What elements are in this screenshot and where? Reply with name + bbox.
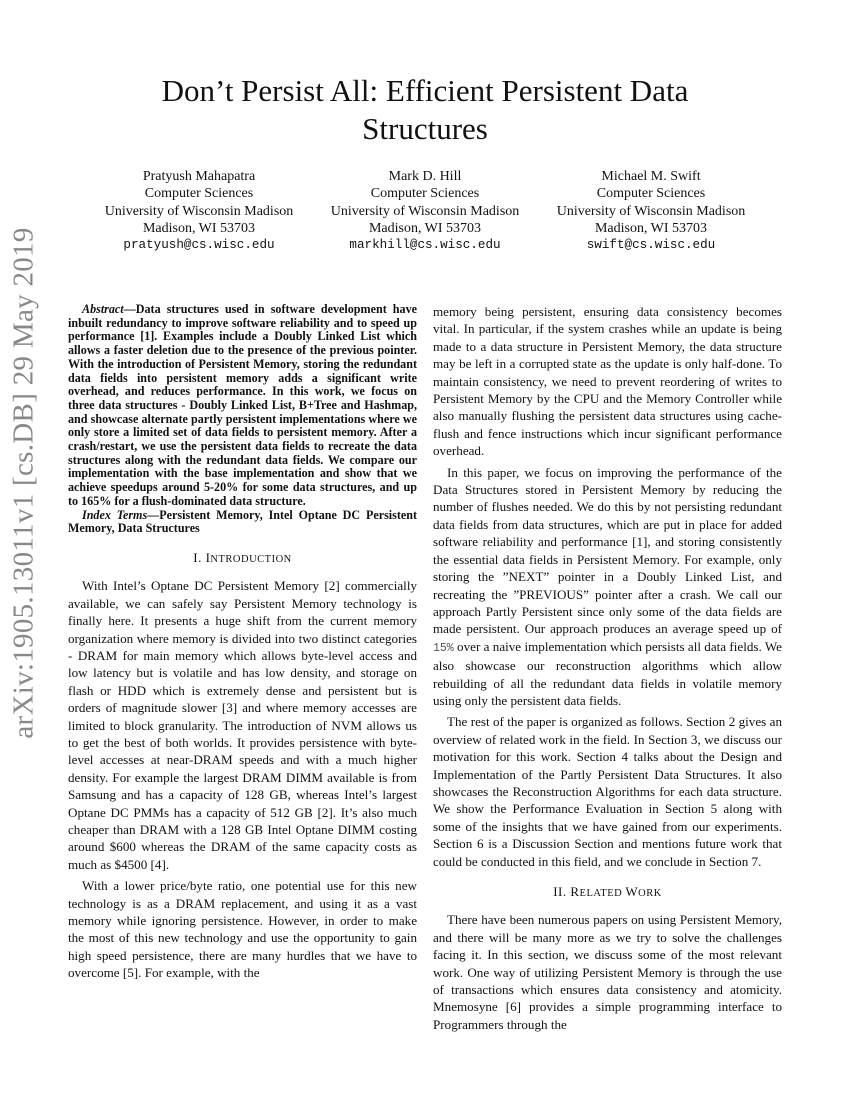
index-terms-text: —Persistent Memory, Intel Optane DC Persistent Memory, Data Structures bbox=[68, 507, 417, 536]
abstract-text: —Data structures used in software development have inbuilt redundancy to improve software reliability and to speed up performance [1]. Examples include a Doubly Linked List which allows a faster deletion due to the presence of the previous pointer. With the introduction of Persistent Memory, storing the redundant data fields into persistent memory adds a significant write overhead, and reduces performance. In this work, we focus on three data structures - Doubly Linked List, B+Tree and Hashmap, and showcase alternate partly persistent implementations where we only store a limited set of data fields to persistent memory. After a crash/restart, we use the persistent data fields to recreate the data structures along with the redundant data fields. We compare our implementation with the base implementation and show that we achieve speedups around 5-20% for some data structures, and up to 165% for a flush-dominated data structure. bbox=[68, 302, 417, 508]
intro-paragraph: In this paper, we focus on improving the performance of the Data Structures stored in Persistent Memory by reducing the number of flushes needed. We do this by not persisting redundant data fields from data structures, which are put in place for added software reliability and performance [1], and storing consistently the essential data fields in Persistent Memory. For example, only storing the ”NEXT” pointer in a Doubly Linked List, and recreating the ”PREVIOUS” pointer after a crash. We call our approach Partly Persistent since only some of the data fields are made persistent. Our approach produces an average speed up of 15% over a naive implementation which persists all data fields. We also showcase our reconstruction algorithms which allow rebuilding of all the redundant data fields in volatile memory using only the persistent data fields. bbox=[433, 464, 782, 708]
author-city: Madison, WI 53703 bbox=[594, 220, 708, 236]
index-terms bbox=[68, 509, 417, 536]
section-heading-introduction: I. INTRODUCTION bbox=[193, 549, 292, 565]
abstract bbox=[68, 303, 417, 509]
author-email: markhill@cs.wisc.edu bbox=[349, 238, 501, 253]
author-name: Mark D. Hill bbox=[388, 169, 462, 184]
index-terms-label: Index Terms bbox=[82, 507, 148, 522]
author-email: pratyush@cs.wisc.edu bbox=[123, 238, 275, 253]
author-dept: Computer Sciences bbox=[596, 186, 706, 202]
arxiv-identifier-text: arXiv:1905.13011v1 [cs.DB] 29 May 2019 bbox=[7, 227, 40, 739]
author-city: Madison, WI 53703 bbox=[368, 220, 482, 236]
author-dept: Computer Sciences bbox=[370, 186, 480, 202]
intro-paragraph: With a lower price/byte ratio, one potential use for this new technology is as a DRAM replacement, and using it as a vast memory while ignoring persistence. However, in order to make the most of this new technology and use the opportunity to gain high speed persistence, there are many hurdles that we have to overcome [5]. For example, with the bbox=[68, 878, 417, 981]
intro-paragraph: The rest of the paper is organized as follows. Section 2 gives an overview of related work in the field. In Section 3, we discuss our motivation for this work. Section 4 talks about the Design and Implementation of the Partly Persistent Data Structures. It also showcases the Reconstruction Algorithms for each data structure. We show the Performance Evaluation in Section 5 along with some of the insights that we have gained from our experiments. Section 6 is a Discussion Section and mentions future work that could be conducted in this field, and we conclude in Section 7. bbox=[433, 714, 782, 869]
author-block bbox=[0, 168, 850, 258]
author-3 bbox=[531, 168, 771, 254]
left-column bbox=[68, 303, 417, 982]
abstract-label: Abstract bbox=[82, 302, 124, 316]
right-column bbox=[433, 303, 782, 1033]
author-univ: University of Wisconsin Madison bbox=[556, 203, 746, 219]
author-name: Pratyush Mahapatra bbox=[142, 169, 256, 184]
author-2 bbox=[305, 168, 545, 254]
author-dept: Computer Sciences bbox=[144, 186, 254, 202]
author-univ: University of Wisconsin Madison bbox=[104, 203, 294, 219]
author-city: Madison, WI 53703 bbox=[142, 220, 256, 236]
author-univ: University of Wisconsin Madison bbox=[330, 203, 520, 219]
intro-paragraph: With Intel’s Optane DC Persistent Memory [2] commercially available, we can safely say Persistent Memory technology is finally here. It presents a huge shift from the current memory organization where memory is divided into two distinct categories - DRAM for main memory which allows byte-level access and low latency but is volatile and has low density, and storage on flash or HDD which is extremely dense and persistent but is orders of magnitude slower [3] and where memory accesses are limited to block granularity. The introduction of NVM allows us to get the best of both worlds. It provides persistence with byte-level accesses at near-DRAM speeds and with a much higher density. For example the largest DRAM DIMM available is from Samsung and has a capacity of 128 GB, whereas Intel’s largest Optane DC PMMs has a capacity of 512 GB [2]. It’s also much cheaper than DRAM with a 128 GB Intel Optane DIMM costing around $600 whereas the DRAM of the same capacity costs as much as $4500 [4]. bbox=[68, 578, 417, 872]
author-1 bbox=[79, 168, 319, 254]
paper-title: Don’t Persist All: Efficient Persistent Data Structures bbox=[161, 73, 689, 146]
related-work-paragraph: There have been numerous papers on using Persistent Memory, and there will be many more as we try to solve the challenges facing it. In this section, we discuss some of the most relevant work. One way of utilizing Persistent Memory is through the use of transactions which ensures data consistency and atomicity. Mnemosyne [6] provides a simple programming interface to Programmers through the bbox=[433, 912, 782, 1032]
author-email: swift@cs.wisc.edu bbox=[586, 238, 716, 253]
section-heading-related-work: II. RELATED WORK bbox=[553, 884, 662, 899]
arxiv-identifier bbox=[2, 227, 46, 739]
intro-paragraph: memory being persistent, ensuring data consistency becomes vital. In particular, if the system crashes while an update is being made to a data structure in Persistent Memory, the data structure may be left in a corrupted state as the update is only half-done. To maintain consistency, we need to prevent reordering of writes to Persistent Memory by the CPU and the Memory Controller while also manually flushing the persistent data structures using cache-flush and fence instructions which incur significant performance overhead. bbox=[433, 304, 782, 459]
author-name: Michael M. Swift bbox=[601, 169, 701, 184]
